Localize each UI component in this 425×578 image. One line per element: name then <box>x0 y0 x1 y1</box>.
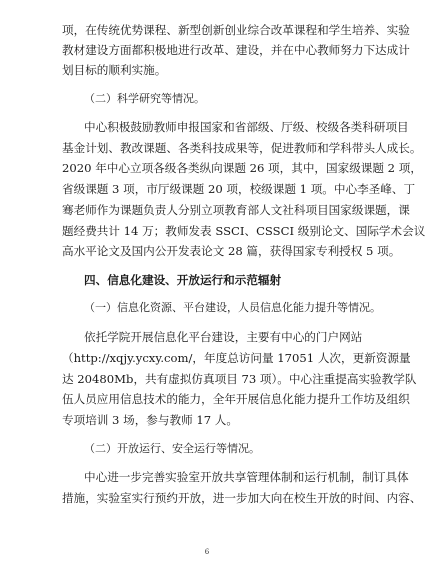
body-text-line: 省级课题 3 项，市厅级课题 20 项，校级课题 1 项。中心李圣峰、丁 <box>62 182 416 196</box>
body-text-line: 伍人员应用信息技术的能力，全年开展信息化能力提升工作坊及组织 <box>62 392 410 406</box>
section-subheading-open-operation: （二）开放运行、安全运行等情况。 <box>84 442 260 455</box>
body-text-line: 依托学院开展信息化平台建设，主要有中心的门户网站 <box>84 330 363 344</box>
body-text-line: 2020 年中心立项各级各类纵向课题 26 项，其中，国家级课题 2 项， <box>62 161 422 175</box>
section-subheading-info-resources: （一）信息化资源、平台建设，人员信息化能力提升等情况。 <box>84 301 381 314</box>
body-text-line: 专项培训 3 场，参与教师 17 人。 <box>62 413 238 427</box>
body-text-line: 骞老师作为课题负责人分别立项教育部人文社科项目国家级课题，课 <box>62 203 410 217</box>
body-text-line: 中心积极鼓励教师申报国家和省部级、厅级、校级各类科研项目 <box>84 120 409 134</box>
body-text-line: 措施，实验室实行预约开放，进一步加大向在校生开放的时间、内容、 <box>62 491 422 505</box>
page-number: 6 <box>204 548 210 556</box>
body-text-line: 高水平论文及国内公开发表论文 28 篇，获得国家专利授权 5 项。 <box>62 244 401 258</box>
body-text-line: 项，在传统优势课程、新型创新创业综合改革课程和学生培养、实验 <box>62 23 410 37</box>
body-text-line: （http://xqjy.ycxy.com/，年度总访问量 17051 人次，更新资源量 <box>62 351 411 365</box>
section-heading-informatization: 四、信息化建设、开放运行和示范辐射 <box>84 273 282 287</box>
body-text-line: 达 20480Mb，共有虚拟仿真项目 73 项）。中心注重提高实验教学队 <box>62 372 417 386</box>
body-text-line: 教材建设方面都积极地进行改革、建设，并在中心教师努力下达成计 <box>62 43 410 57</box>
body-text-line: 题经费共计 14 万；教师发表 SSCI、CSSCI 级别论文、国际学术会议 <box>62 224 425 238</box>
body-text-line: 划目标的顺利实施。 <box>62 63 167 77</box>
body-text-line: 中心进一步完善实验室开放共享管理体制和运行机制，制订具体 <box>84 470 409 484</box>
section-subheading-research: （二）科学研究等情况。 <box>84 92 205 105</box>
body-text-line: 基金计划、教改课题、各类科技成果等，促进教师和学科带头人成长。 <box>62 141 422 155</box>
